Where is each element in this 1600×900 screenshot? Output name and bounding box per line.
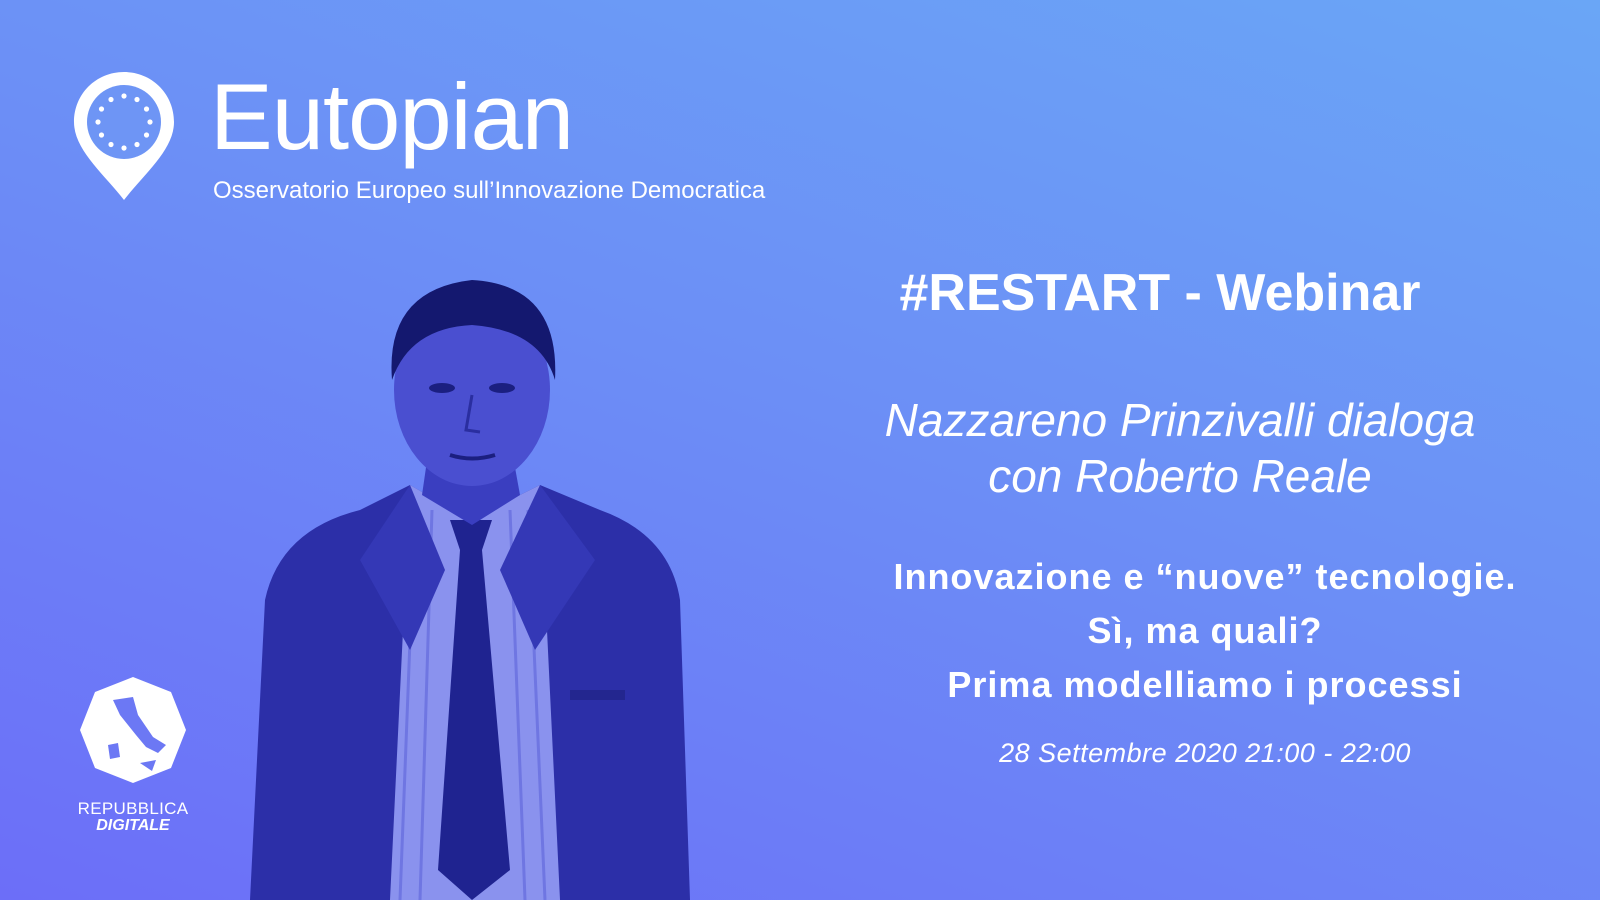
eu-star-icon: [134, 97, 139, 102]
eu-star-icon: [99, 106, 104, 111]
eu-star-icon: [99, 132, 104, 137]
eu-star-icon: [121, 93, 126, 98]
brand-tagline: Osservatorio Europeo sull’Innovazione Democratica: [213, 177, 766, 204]
event-datetime: 28 Settembre 2020 21:00 - 22:00: [999, 738, 1411, 768]
eu-star-icon: [108, 97, 113, 102]
eu-star-icon: [147, 119, 152, 124]
topic-line1: Innovazione e “nuove” tecnologie.: [893, 556, 1517, 597]
partner-name-line2: DIGITALE: [96, 817, 170, 834]
speakers-line1: Nazzareno Prinzivalli dialoga: [884, 394, 1476, 446]
speakers-line2: con Roberto Reale: [988, 450, 1372, 503]
event-speakers: [830, 392, 1530, 504]
eu-star-icon: [108, 142, 113, 147]
event-topic: [830, 550, 1580, 712]
eu-star-icon: [121, 145, 126, 150]
speaker-portrait: [210, 270, 730, 900]
italy-map-icon: [78, 675, 188, 785]
topic-line3: Prima modelliamo i processi: [947, 664, 1463, 705]
eu-star-icon: [134, 142, 139, 147]
location-pin-eu-stars-icon: [68, 66, 180, 206]
event-title: #RESTART - Webinar: [899, 264, 1421, 322]
partner-name-line1: REPUBBLICA: [77, 799, 189, 818]
eu-star-icon: [144, 132, 149, 137]
topic-line2: Sì, ma quali?: [1087, 610, 1323, 651]
eu-star-icon: [144, 106, 149, 111]
eu-star-icon: [95, 119, 100, 124]
brand-name: Eutopian: [210, 64, 574, 169]
